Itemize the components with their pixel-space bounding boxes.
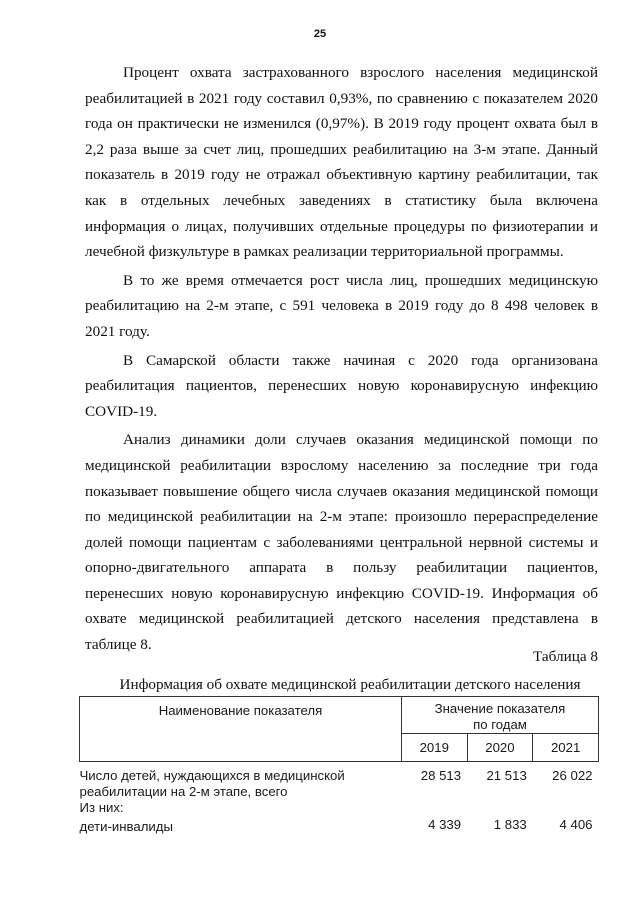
paragraph-4: Анализ динамики доли случаев оказания медицинской помощи по медицинской реабилитации взрослому населению за последние три года показывает повышение общего числа случаев оказания медицинской помощи по медицинской реабилитации на 2-м этапе: произошло перераспределение долей помощи пациентам с заболеваниями центральной нервной системы и опорно-двигательного аппарата в пользу реабилитации пациентов, перенесших новую коронавирусную инфекцию COVID-19. Информация об охвате медицинской реабилитацией детского населения представлена в таблице 8. [85, 431, 598, 654]
table-caption: Таблица 8 [533, 648, 598, 665]
header-values-line2: по годам [473, 717, 527, 732]
header-year-2020: 2020 [467, 734, 533, 762]
paragraph-1: Процент охвата застрахованного взрослого населения медицинской реабилитацией в 2021 году составил 0,93%, по сравнению с показателем 2020 года он практически не изменился (0,97%). В 2019 году процент охвата был в 2,2 раза выше за счет лиц, прошедших реабилитацию на 3-м этапе. Данный показатель в 2019 году не отражал объективную картину реабилитации, так как в отдельных лечебных заведениях в статистику была включена информация о лицах, получивших отдельные процедуры по физиотерапии и лечебной физкультуре в рамках реализации территориальной программы. [85, 64, 598, 261]
row-prefix: Из них: [79, 800, 124, 815]
header-year-2021: 2021 [533, 734, 599, 762]
header-values-line1: Значение показателя [434, 701, 566, 716]
table-row [80, 762, 599, 801]
table-header-row [80, 697, 599, 734]
header-year-2019: 2019 [401, 734, 467, 762]
header-indicator-name: Наименование показателя [80, 697, 402, 762]
cell-value: 4 339 [428, 817, 462, 832]
body-text [85, 60, 598, 661]
table-title: Информация об охвате медицинской реабилитации детского населения [119, 676, 581, 693]
paragraph-2: В то же время отмечается рост числа лиц, прошедших медицинскую реабилитацию на 2-м этапе, с 591 человека в 2019 году до 8 498 человек в 2021 году. [85, 271, 598, 340]
cell-value: 28 513 [420, 768, 462, 783]
header-values [401, 697, 598, 734]
paragraph-3: В Самарской области также начиная с 2020 года организована реабилитация пациентов, перенесших новую коронавирусную инфекцию COVID-19. [85, 351, 598, 420]
row-label-children-total: Число детей, нуждающихся в медицинской реабилитации на 2-м этапе, всего [79, 768, 345, 799]
cell-value: 1 833 [493, 817, 527, 832]
page-number: 25 [313, 28, 327, 40]
table-row [80, 800, 599, 835]
cell-value: 4 406 [559, 817, 593, 832]
row-label: дети-инвалиды [79, 819, 173, 834]
cell-value: 21 513 [486, 768, 527, 783]
data-table [79, 696, 599, 835]
row-label-disabled-children [80, 800, 402, 835]
cell-value: 26 022 [552, 768, 593, 783]
